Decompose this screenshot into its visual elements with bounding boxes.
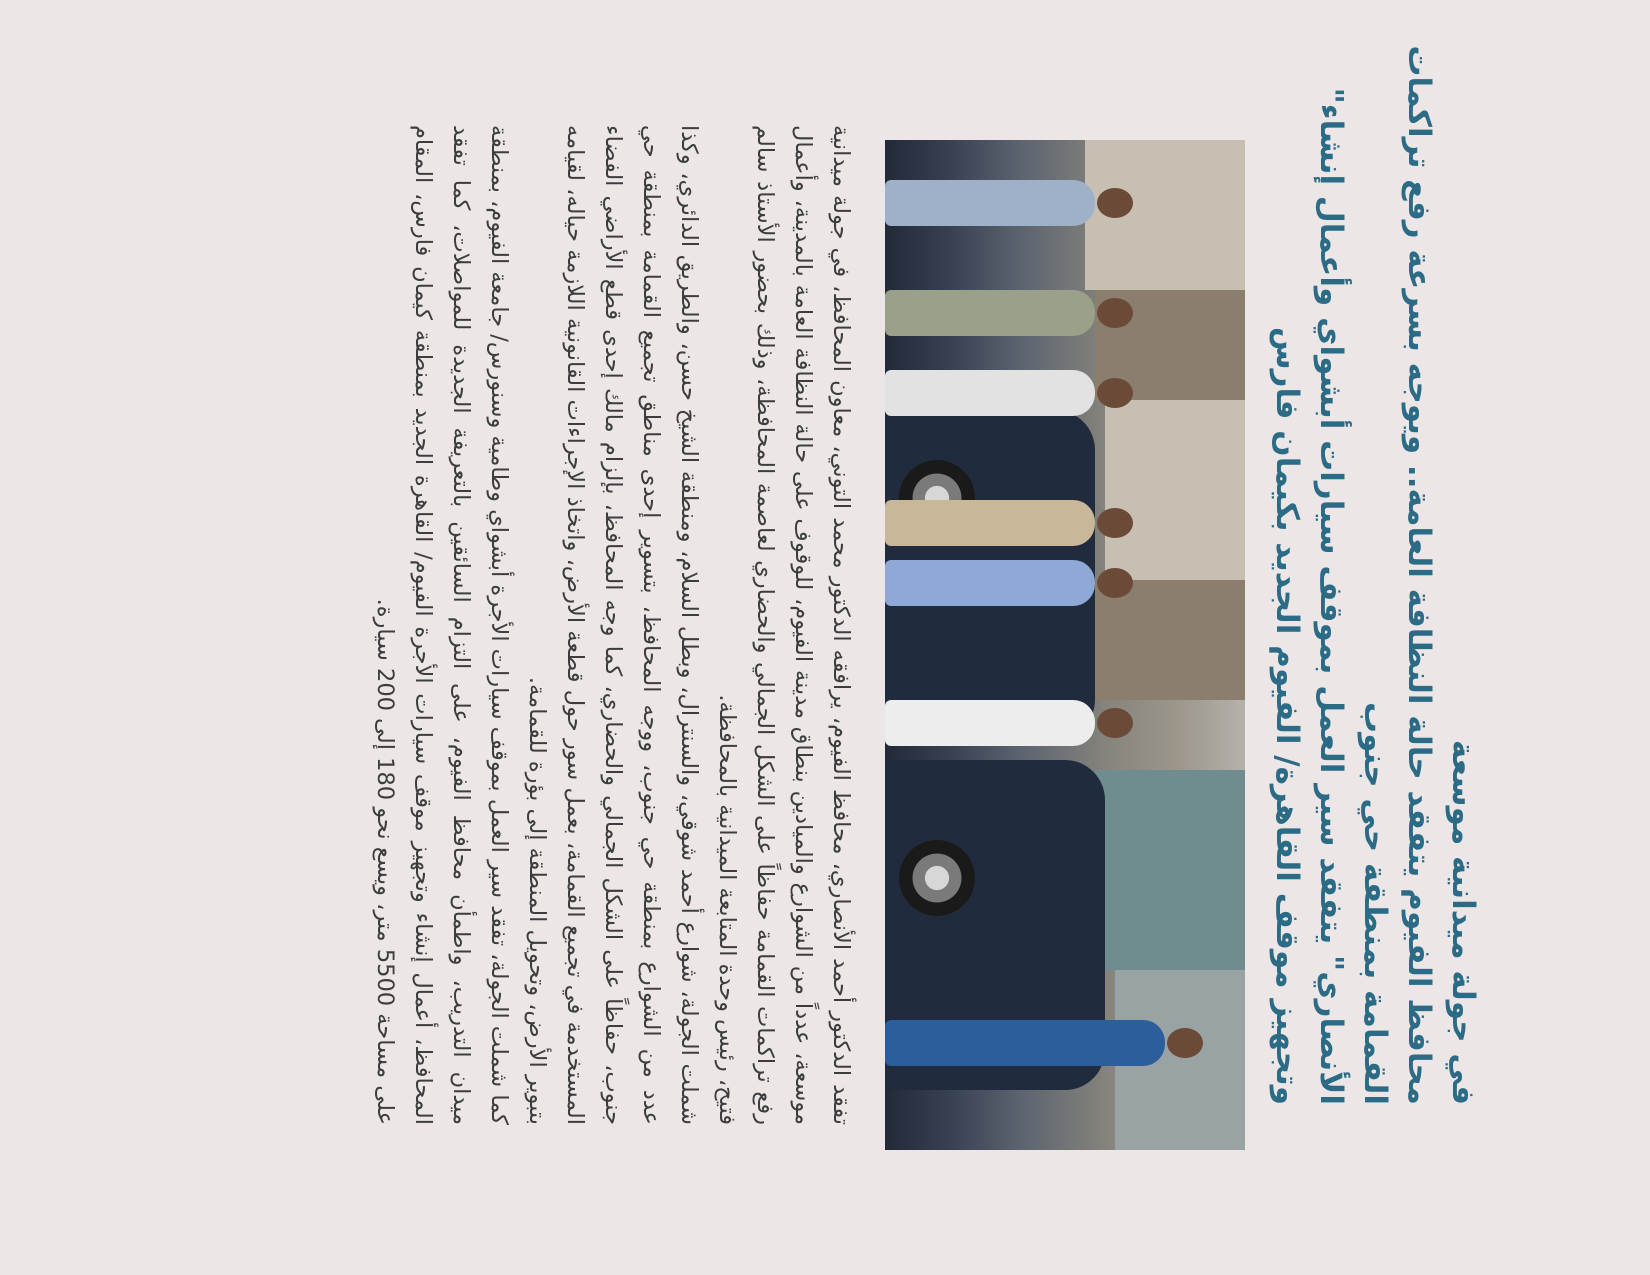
headline-line-5: وتجهيز موقف القاهرة/ الفيوم الجديد بكيمان فارس bbox=[1269, 326, 1305, 1105]
person-head bbox=[1097, 298, 1133, 328]
car-wheel bbox=[899, 840, 975, 916]
news-photo bbox=[885, 140, 1245, 1150]
person bbox=[885, 500, 1095, 546]
shop-front bbox=[1095, 770, 1245, 970]
person bbox=[885, 290, 1095, 336]
paragraph-1: تفقد الدكتور أحمد الأنصاري، محافظ الفيوم، يرافقه الدكتور محمد التوني، معاون المحافظ، في جولة ميدانية موسعة، عدداً من الشوارع والميادين بنطاق مدينة الفيوم، للوقوف على حالة النظافة العامة بالمدينة، وأعمال رفع تراكمات القمامة حفاظاً على الشكل الجمالي والحضاري لعاصمة المحافظة، وذلك بحضور الأستاذ سالم فتيح، رئيس وحدة المتابعة الميدانية بالمحافظة. bbox=[714, 125, 854, 1125]
headline-line-4: الأنصاري" يتفقد سير العمل بموقف سيارات أبشواي وأعمال إنشاء" bbox=[1313, 87, 1349, 1105]
person bbox=[885, 700, 1095, 746]
building bbox=[1105, 400, 1245, 580]
headline-line-3: القمامة بمنطقة حي جنوب bbox=[1357, 701, 1393, 1105]
person-head bbox=[1097, 508, 1133, 538]
headline-line-1: في جولة ميدانية موسعة bbox=[1445, 739, 1481, 1105]
person-head bbox=[1097, 568, 1133, 598]
paragraph-2: شملت الجولة، شوارع أحمد شوقي، والسنترال، وبطل السلام، ومنطقة الشيخ حسن، والطريق الدائري، وكذا عدد من الشوارع بمنطقة حي جنوب، ووجه المحافظ، بتسوير إحدى مناطق تجميع القمامة بمنطقة حي جنوب، حفاظاً على الشكل الجمالي والحضاري، كما وجه المحافظ، بإلزام مالك إحدى قطع الأراضي الفضاء المستخدمة في تجميع القمامة، بعمل سور حول قطعة الأرض، واتخاذ الإجراءات القانونية اللازمة حياله، لقيامه بتبوير الأرض، وتحويل المنطقة إلى بؤرة للقمامة. bbox=[524, 125, 702, 1125]
person-head bbox=[1097, 188, 1133, 218]
person-head bbox=[1097, 708, 1133, 738]
article-body bbox=[366, 125, 860, 1125]
person-head bbox=[1167, 1028, 1203, 1058]
person bbox=[885, 370, 1095, 416]
paragraph-3: كما شملت الجولة، تفقد سير العمل بموقف سيارات الأجرة أبشواي وطامية وسنورس/ جامعة الفيوم، بمنطقة ميدان التدريب، واطمأن محافظ الفيوم، على التزام السائقين بالتعريفة الجديدة للمواصلات، كما تفقد المحافظ، أعمال إنشاء وتجهيز موقف سيارات الأجرة الفيوم/ القاهرة الجديد بمنطقة كيمان فارس، المقام على مساحة 5500 متر، ويسع نحو 180 إلى 200 سيارة. bbox=[372, 125, 512, 1125]
building bbox=[1095, 580, 1245, 700]
headline-line-2: محافظ الفيوم يتفقد حالة النظافة العامة.. ويوجه بسرعة رفع تراكمات bbox=[1401, 45, 1437, 1105]
headline bbox=[1265, 45, 1485, 1105]
person-head bbox=[1097, 378, 1133, 408]
person bbox=[885, 1020, 1165, 1066]
person bbox=[885, 560, 1095, 606]
person bbox=[885, 180, 1095, 226]
